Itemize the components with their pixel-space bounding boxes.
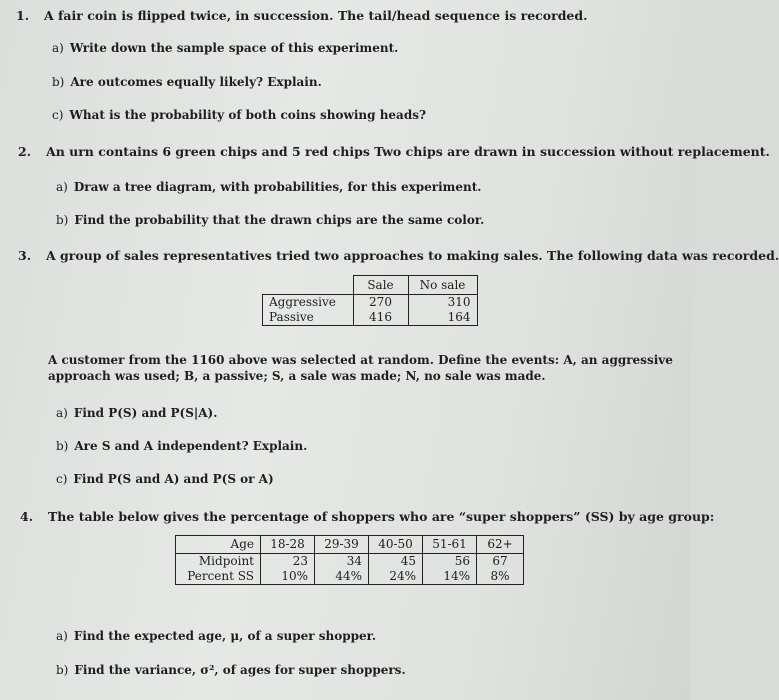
q1-text: A fair coin is flipped twice, in succession. The tail/head sequence is recorded. (44, 8, 588, 23)
q4-text: The table below gives the percentage of shoppers who are “super shoppers” (SS) by age group: (48, 509, 715, 524)
shoppers-header-percent: Percent SS (176, 569, 261, 585)
sales-cell: 164 (408, 310, 477, 326)
percent-cell: 8% (477, 569, 524, 585)
age-group: 40-50 (369, 536, 423, 554)
age-group: 18-28 (261, 536, 315, 554)
q3-paragraph: A customer from the 1160 above was selected at random. Define the events: A, an aggressive approach was used; B, a passive; S, a sale was made; N, no sale was made. (48, 353, 673, 383)
q1-part-b: b) Are outcomes equally likely? Explain. (52, 75, 322, 89)
percent-cell: 14% (423, 569, 477, 585)
q1-number: 1. (16, 8, 30, 23)
midpoint-cell: 56 (423, 554, 477, 570)
sales-col-nosale: No sale (408, 276, 477, 295)
shoppers-header-midpoint: Midpoint (176, 554, 261, 570)
shoppers-table (175, 535, 524, 585)
sales-cell: 416 (353, 310, 408, 326)
midpoint-cell: 34 (315, 554, 369, 570)
percent-cell: 44% (315, 569, 369, 585)
sales-cell: 310 (408, 295, 477, 311)
sales-table (262, 275, 478, 326)
q3-part-a: a) Find P(S) and P(S|A). (56, 406, 218, 420)
q3-text: A group of sales representatives tried two approaches to making sales. The following data was recorded. (46, 248, 779, 263)
sales-row-passive: Passive (263, 310, 354, 326)
age-group: 29-39 (315, 536, 369, 554)
age-group: 51-61 (423, 536, 477, 554)
midpoint-cell: 45 (369, 554, 423, 570)
sales-row-aggressive: Aggressive (263, 295, 354, 311)
q1-part-c: c) What is the probability of both coins showing heads? (52, 108, 427, 122)
q2-number: 2. (18, 144, 32, 159)
q3-part-b: b) Are S and A independent? Explain. (56, 439, 308, 453)
q2-part-b: b) Find the probability that the drawn chips are the same color. (56, 213, 485, 227)
midpoint-cell: 23 (261, 554, 315, 570)
q4-part-a: a) Find the expected age, μ, of a super shopper. (56, 629, 377, 643)
q4-number: 4. (20, 509, 34, 524)
q1-part-a: a) Write down the sample space of this experiment. (52, 41, 399, 55)
q2-part-a: a) Draw a tree diagram, with probabilities, for this experiment. (56, 180, 482, 194)
q4-part-b: b) Find the variance, σ², of ages for super shoppers. (56, 663, 406, 677)
sales-col-sale: Sale (353, 276, 408, 295)
sales-cell: 270 (353, 295, 408, 311)
shoppers-header-age: Age (176, 536, 261, 554)
q3-part-c: c) Find P(S and A) and P(S or A) (56, 472, 274, 486)
percent-cell: 24% (369, 569, 423, 585)
midpoint-cell: 67 (477, 554, 524, 570)
q2-text: An urn contains 6 green chips and 5 red chips Two chips are drawn in succession without replacement. (46, 144, 770, 159)
percent-cell: 10% (261, 569, 315, 585)
q3-number: 3. (18, 248, 32, 263)
age-group: 62+ (477, 536, 524, 554)
